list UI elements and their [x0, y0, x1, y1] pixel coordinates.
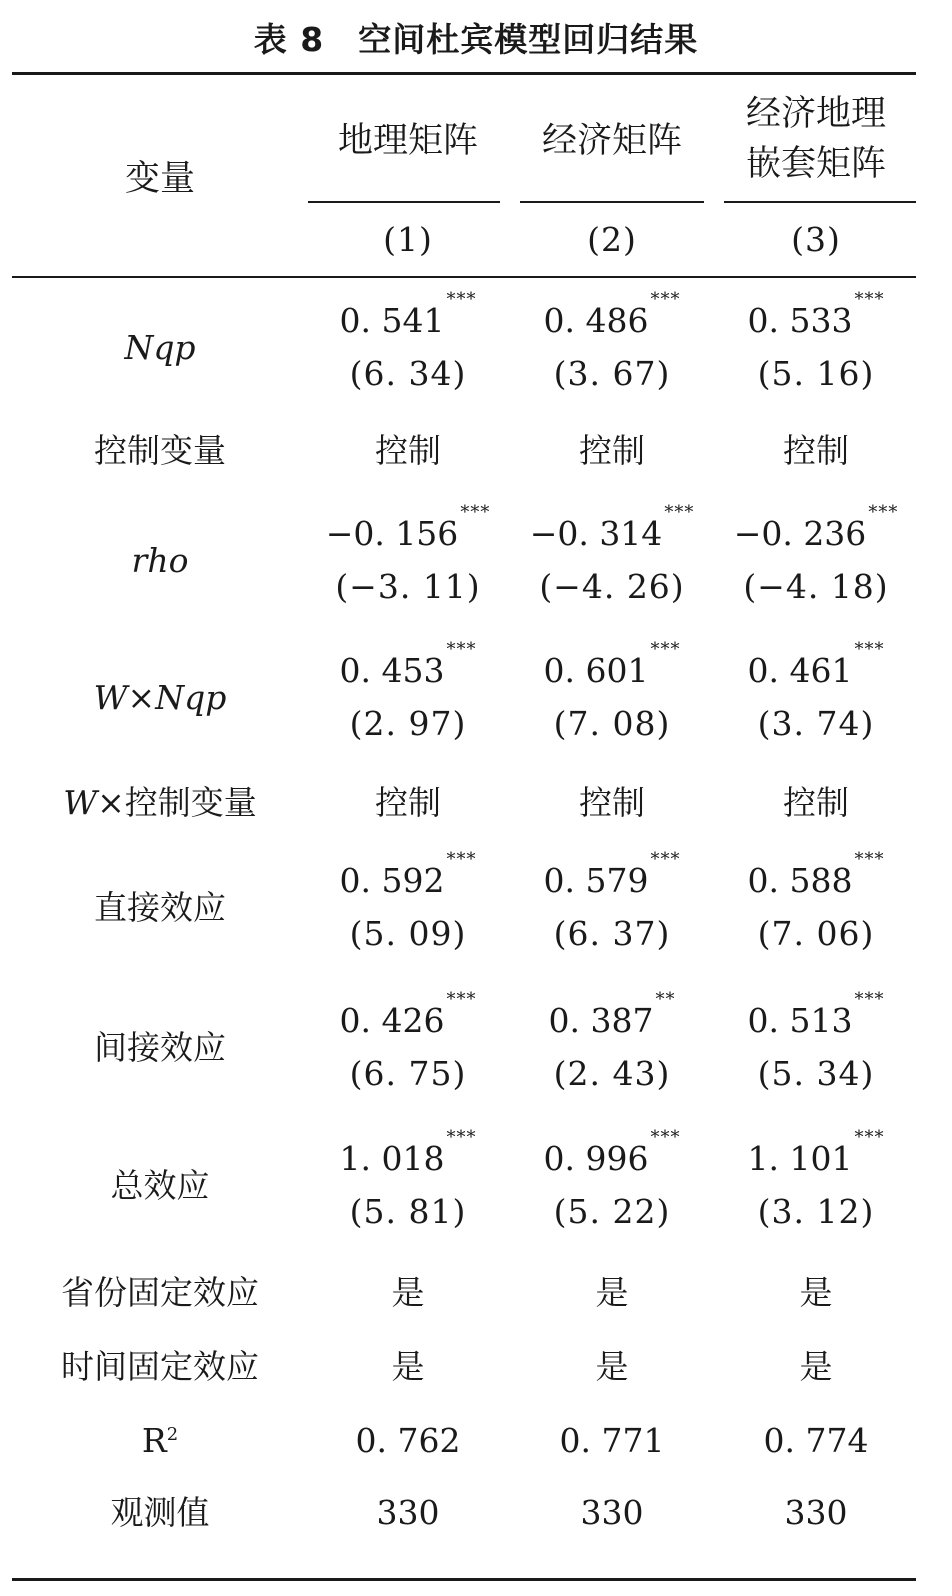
- table-cell: [308, 1336, 508, 1398]
- table-cell: [512, 639, 712, 754]
- t-statistic: (3. 12): [757, 1192, 875, 1231]
- table-cell: [512, 1482, 712, 1544]
- header-col-2-name: 经济矩阵: [541, 121, 682, 162]
- coefficient: 是: [595, 1272, 629, 1312]
- coefficient: 0. 541***: [339, 289, 477, 341]
- t-statistic: (7. 08): [553, 704, 671, 743]
- col-number-label: (2): [587, 219, 637, 259]
- table-cell: [308, 289, 508, 404]
- significance-stars: ***: [854, 289, 885, 311]
- table-cell: [716, 502, 916, 616]
- coefficient: 是: [799, 1272, 833, 1312]
- row-label-text: 时间固定效应: [61, 1346, 259, 1386]
- t-statistic: (6. 34): [349, 354, 467, 393]
- row-label: [12, 642, 308, 754]
- coefficient: 0. 387**: [548, 989, 676, 1041]
- t-statistic: (−4. 26): [539, 567, 685, 606]
- coefficient: 控制: [375, 430, 441, 470]
- coefficient: 是: [799, 1346, 833, 1386]
- significance-stars: ***: [446, 639, 477, 661]
- coefficient: 0. 771: [559, 1420, 665, 1460]
- coefficient: 0. 461***: [747, 639, 885, 691]
- header-col-3-name-line-1: 经济地理: [745, 94, 886, 135]
- coefficient: 0. 996***: [543, 1127, 681, 1179]
- header-col-2-number: [512, 212, 712, 268]
- row-label-text: 总效应: [110, 1165, 210, 1205]
- top-rule: [12, 72, 916, 75]
- table-cell: [716, 289, 916, 404]
- significance-stars: ***: [446, 989, 477, 1011]
- significance-stars: ***: [650, 639, 681, 661]
- header-bottom-rule: [12, 276, 916, 278]
- t-statistic: (5. 22): [553, 1192, 671, 1231]
- coefficient: −0. 156***: [325, 502, 491, 554]
- significance-stars: ***: [650, 849, 681, 871]
- header-subrule-2: [520, 201, 704, 203]
- row-label: [12, 1410, 308, 1472]
- significance-stars: ***: [854, 989, 885, 1011]
- coefficient: 控制: [375, 782, 441, 822]
- table-cell: [716, 989, 916, 1104]
- table-cell: [716, 1336, 916, 1398]
- col-number-label: (3): [791, 219, 841, 259]
- row-label-text: W×控制变量: [63, 782, 257, 822]
- row-label-text: rho: [131, 540, 189, 580]
- table-cell: [512, 289, 712, 404]
- table-cell: [308, 849, 508, 964]
- table-cell: [308, 502, 508, 616]
- t-statistic: (5. 16): [757, 354, 875, 393]
- coefficient: 1. 018***: [339, 1127, 477, 1179]
- coefficient: 控制: [579, 782, 645, 822]
- significance-stars: ***: [854, 639, 885, 661]
- table-cell: [512, 772, 712, 834]
- coefficient: 0. 762: [355, 1420, 461, 1460]
- table-cell: [512, 1262, 712, 1324]
- t-statistic: (5. 34): [757, 1054, 875, 1093]
- table-cell: [308, 639, 508, 754]
- header-col-1-name: 地理矩阵: [337, 121, 478, 162]
- significance-stars: ***: [446, 1127, 477, 1149]
- row-label-text: Nqp: [124, 327, 196, 367]
- coefficient: 控制: [579, 430, 645, 470]
- table-caption: [0, 14, 952, 61]
- header-col-3-name-line-2: 嵌套矩阵: [745, 144, 886, 184]
- coefficient: 0. 579***: [543, 849, 681, 901]
- table-cell: [512, 420, 712, 482]
- t-statistic: (5. 81): [349, 1192, 467, 1231]
- table-cell: [716, 1410, 916, 1472]
- table-cell: [512, 849, 712, 964]
- t-statistic: (−3. 11): [335, 567, 481, 606]
- table-cell: [716, 1262, 916, 1324]
- table-cell: [308, 1262, 508, 1324]
- significance-stars: ***: [460, 502, 491, 524]
- table-cell: [716, 772, 916, 834]
- coefficient: 0. 533***: [747, 289, 885, 341]
- header-variable-label: 变量: [124, 159, 195, 200]
- coefficient: 是: [595, 1346, 629, 1386]
- significance-stars: **: [655, 989, 676, 1011]
- t-statistic: (−4. 18): [743, 567, 889, 606]
- row-label-text: 观测值: [110, 1492, 210, 1532]
- table-cell: [512, 1127, 712, 1242]
- significance-stars: ***: [854, 849, 885, 871]
- row-label-text: 控制变量: [94, 430, 226, 470]
- row-label: [12, 292, 308, 404]
- row-label: [12, 772, 308, 834]
- bottom-rule: [12, 1578, 916, 1581]
- header-col-1: [308, 88, 508, 196]
- header-col-2: [512, 88, 712, 196]
- table-cell: [512, 502, 712, 616]
- table-cell: [716, 1127, 916, 1242]
- t-statistic: (5. 09): [349, 914, 467, 953]
- header-subrule-3: [724, 201, 916, 203]
- table-cell: [716, 1482, 916, 1544]
- coefficient: 1. 101***: [747, 1127, 885, 1179]
- coefficient: 0. 486***: [543, 289, 681, 341]
- coefficient: 0. 601***: [543, 639, 681, 691]
- table-title: 空间杜宾模型回归结果: [358, 20, 699, 59]
- row-label: [12, 1130, 308, 1242]
- row-label-text: 间接效应: [94, 1027, 226, 1067]
- table-cell: [308, 1410, 508, 1472]
- t-statistic: (6. 75): [349, 1054, 467, 1093]
- significance-stars: ***: [446, 289, 477, 311]
- coefficient: −0. 314***: [529, 502, 695, 554]
- table-cell: [512, 989, 712, 1104]
- table-cell: [308, 772, 508, 834]
- table-cell: [308, 420, 508, 482]
- coefficient: 是: [391, 1272, 425, 1312]
- t-statistic: (7. 06): [757, 914, 875, 953]
- coefficient: 0. 774: [763, 1420, 869, 1460]
- coefficient: 330: [580, 1492, 644, 1532]
- table-cell: [512, 1410, 712, 1472]
- t-statistic: (3. 67): [553, 354, 671, 393]
- coefficient: 控制: [783, 430, 849, 470]
- header-col-1-number: [308, 212, 508, 268]
- table-cell: [716, 639, 916, 754]
- table-cell: [308, 1482, 508, 1544]
- t-statistic: (2. 97): [349, 704, 467, 743]
- significance-stars: ***: [650, 289, 681, 311]
- header-col-3: [716, 82, 916, 198]
- table-cell: [512, 1336, 712, 1398]
- header-subrule-1: [308, 201, 500, 203]
- significance-stars: ***: [446, 849, 477, 871]
- row-label: [12, 1336, 308, 1398]
- t-statistic: (2. 43): [553, 1054, 671, 1093]
- table-number: 表 8: [253, 20, 325, 59]
- coefficient: 是: [391, 1346, 425, 1386]
- row-label: [12, 420, 308, 482]
- row-label: [12, 506, 308, 616]
- coefficient: 0. 592***: [339, 849, 477, 901]
- col-number-label: (1): [383, 219, 433, 259]
- row-label: [12, 992, 308, 1104]
- coefficient: −0. 236***: [733, 502, 899, 554]
- table-cell: [716, 849, 916, 964]
- table-cell: [308, 989, 508, 1104]
- coefficient: 0. 453***: [339, 639, 477, 691]
- coefficient: 控制: [783, 782, 849, 822]
- row-label: [12, 1482, 308, 1544]
- t-statistic: (3. 74): [757, 704, 875, 743]
- row-label: [12, 1262, 308, 1324]
- row-label-text: 省份固定效应: [61, 1272, 259, 1312]
- significance-stars: ***: [868, 502, 899, 524]
- coefficient: 330: [376, 1492, 440, 1532]
- row-label-text: $R^2$: [141, 1420, 179, 1460]
- header-variable: [12, 90, 308, 270]
- table-cell: [716, 420, 916, 482]
- table-cell: [308, 1127, 508, 1242]
- row-label: [12, 852, 308, 964]
- t-statistic: (6. 37): [553, 914, 671, 953]
- coefficient: 0. 513***: [747, 989, 885, 1041]
- coefficient: 0. 426***: [339, 989, 477, 1041]
- significance-stars: ***: [854, 1127, 885, 1149]
- row-label-text: 直接效应: [94, 887, 226, 927]
- coefficient: 330: [784, 1492, 848, 1532]
- row-label-text: W×Nqp: [93, 677, 227, 717]
- significance-stars: ***: [664, 502, 695, 524]
- coefficient: 0. 588***: [747, 849, 885, 901]
- header-col-3-number: [716, 212, 916, 268]
- significance-stars: ***: [650, 1127, 681, 1149]
